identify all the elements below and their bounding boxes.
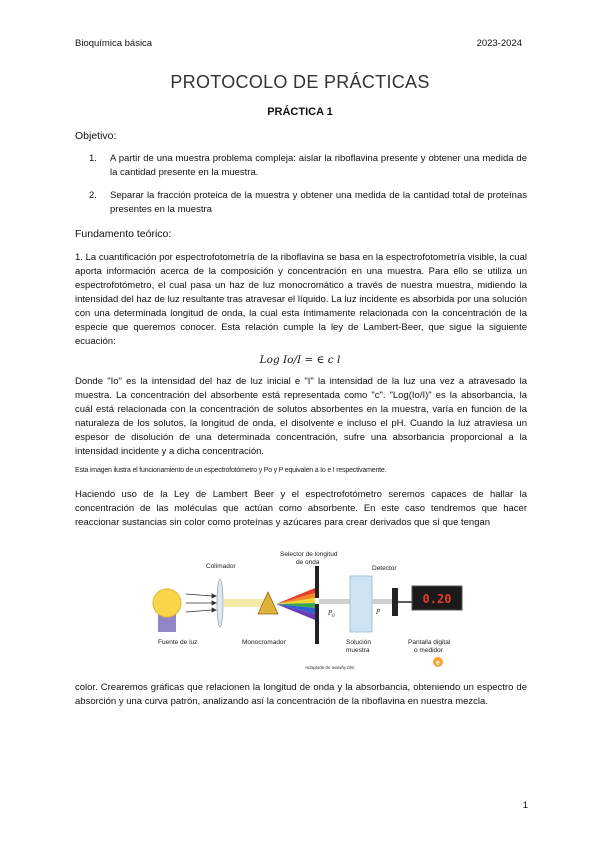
label-solution-line1: Solución: [346, 639, 371, 646]
objective-text: Separar la fracción proteica de la muestra y obtener una medida de la cantidad total de proteínas presentes en la muestra: [110, 190, 527, 215]
practice-heading: PRÁCTICA 1: [267, 106, 333, 118]
label-display-line2: o medidor: [414, 647, 443, 654]
objective-item-2: [75, 189, 527, 219]
theory-label: Fundamento teórico:: [75, 228, 172, 240]
page-title: PROTOCOLO DE PRÁCTICAS: [170, 72, 430, 92]
objective-item-1: [75, 152, 527, 182]
spectrophotometer-figure: [150, 548, 510, 673]
label-monochromator: Monocromador: [242, 639, 286, 646]
page-number: 1: [522, 800, 528, 811]
detector-plate: [392, 588, 398, 616]
cuvette: [350, 576, 372, 632]
paragraph-spectrophotometry: 1. La cuantificación por espectrofotometría de la riboflavina se basa en la espectrofotometría visible, la cual aporta información acerca de la composición y concentración en una muestra. Para ello se utiliza un espectrofotómetro, el cual pasa un haz de luz monocromático a través de nuestra muestra, midiendo la intensidad del haz de luz resultante tras atravesar el líquido. La luz incidente es absorbida por una solución con una determinada longitud de onda, la cual esta íntimamente relacionada con la concentración de la especie que queremos conocer. Esta relación cumple la ley de Lambert-Beer, que sigue la siguiente ecuación:: [75, 252, 527, 347]
image-caption: Esta imagen ilustra el funcionamiento de un espectrofotómetro y Po y P equivalen a Io e I respectivamente.: [75, 467, 387, 474]
paragraph-absorbance: Donde "Io" es la intensidad del haz de luz inicial e "I" la intensidad de la luz una vez a atravesado la muestra. La concentración del absorbente está representada como "c". "Log(Io/I)" es la absorbancia, la cuál está relacionada con la concentración de solutos absorbentes en la muestra, varía en función de la naturaleza de los solutos, la longitud de onda, el disolvente e incluso el pH. Cuando la luz atraviesa un espesor de disolución de una determinada concentración, sufre una absorbancia proporcional a la intensidad incidente y a dicha concentración.: [75, 376, 527, 457]
label-source: Fuente de luz: [158, 639, 198, 646]
objective-number: 1.: [89, 153, 97, 164]
slit-bottom: [315, 604, 319, 644]
display-value: 0.20: [422, 592, 452, 606]
label-p: P: [376, 609, 381, 616]
figure-credit: Adaptado de wwwhy.blm: [305, 665, 355, 670]
header-year: 2023-2024: [476, 38, 522, 49]
slit-top: [315, 566, 319, 598]
transmitted-beam: [372, 599, 392, 604]
label-selector-line2: de onda: [296, 559, 320, 566]
paragraph-conclusion: color. Crearemos gráficas que relacionen la longitud de onda y la absorbancia, obteniendo un espectro de absorción y una curva patrón, analizando así la concentración de la riboflavina en nuestra mezcla.: [75, 682, 527, 707]
label-selector-line1: Selector de longitud: [280, 551, 338, 558]
label-detector: Detector: [372, 565, 397, 572]
label-solution-line2: muestra: [346, 647, 370, 654]
collimator-lens: [217, 579, 223, 627]
logo-letter: e: [436, 660, 440, 667]
objective-text: A partir de una muestra problema compleja: aislar la riboflavina presente y obtener una medida de la cantidad presente en la muestra.: [110, 153, 527, 178]
header-course: Bioquímica básica: [75, 38, 153, 49]
lambert-beer-equation: Log Io/I = ∈ c l: [259, 354, 341, 366]
light-bulb-icon: [153, 589, 181, 617]
paragraph-usage: Haciendo uso de la Ley de Lambert Beer y el espectrofotómetro seremos capaces de hallar la concentración de las moléculas que actúan como absorbente. En este caso tendremos que hacer reaccionar sustancias sin color como proteínas y azúcares para crear derivados que sí que tengan: [75, 489, 527, 528]
label-display-line1: Pantalla digital: [408, 639, 451, 646]
objective-label: Objetivo:: [75, 130, 117, 142]
light-rays: [186, 594, 216, 612]
label-collimator: Colimador: [206, 563, 236, 570]
label-p0: $P_0$: [328, 610, 335, 619]
objective-number: 2.: [89, 190, 97, 201]
